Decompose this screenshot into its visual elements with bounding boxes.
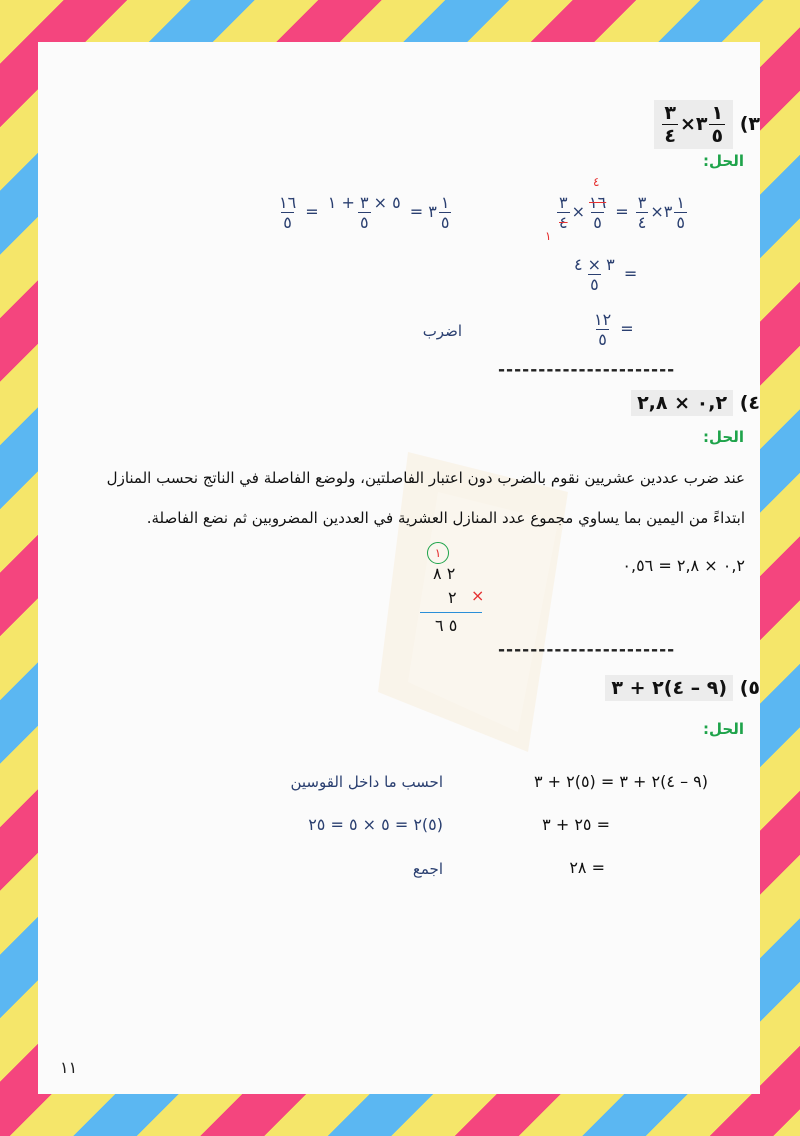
question-4-title — [631, 392, 760, 414]
note-multiply: اضرب — [422, 322, 462, 340]
separator-2: ---------------------- — [498, 640, 676, 660]
carry-digit: ١ — [427, 542, 449, 564]
times-sign: × — [471, 586, 485, 605]
solution-label: الحل: — [703, 152, 744, 170]
multiply-result: ٥ ٦ — [435, 616, 458, 635]
step-1: ٣ ٤ ١ × ١٦ ٥ ٤ = $\frac{٣}{٤}$ ×٣ $\frac{١}{٥}$ — [545, 175, 685, 243]
question-number: ٥) — [739, 677, 760, 699]
page-number: ١١ — [60, 1058, 78, 1077]
question-5-title — [605, 677, 760, 699]
q5-line-3: = ٢٨ — [569, 858, 605, 877]
q5-line-2: = ٢٥ + ٣ — [542, 815, 610, 834]
decimal-equation: ٠,٢ × ٢,٨ = ٠,٥٦ — [622, 556, 745, 575]
separator-1: ---------------------- — [498, 360, 676, 380]
question-expression: $\frac{٣}{٤}$ ×٣ $\frac{١}{٥}$ — [654, 100, 733, 149]
explanation-line-1: عند ضرب عددين عشريين نقوم بالضرب دون اعتبار الفاصلتين، ولوضع الفاصلة في الناتج نحسب المنازل — [106, 469, 745, 487]
question-expression: (٩ – ٤)٢ + ٣ — [605, 675, 733, 701]
explanation-line-2: ابتداءً من اليمين بما يساوي مجموع عدد المنازل العشرية في العددين المضروبين ثم نضع الفاصلة. — [146, 509, 745, 527]
mixed-to-improper: $\frac{١٦}{٥}$ = $\frac{٥ \times ٣ + ١}{٥}$ = ٣ $\frac{١}{٥}$ — [279, 193, 450, 232]
question-3-title — [654, 100, 760, 149]
q5-note-3: اجمع — [412, 860, 443, 878]
step-2: $\frac{٣ \times ٤}{٥}$ = — [574, 255, 638, 294]
question-expression: ٠,٢ × ٢,٨ — [631, 390, 733, 416]
cancel-mark: ١ — [545, 229, 552, 243]
question-number: ٤) — [739, 392, 760, 414]
sum-line — [420, 612, 482, 613]
multiply-row-2: ٢ — [448, 588, 457, 607]
step-3: $\frac{١٢}{٥}$ = — [594, 310, 634, 349]
q5-line-1: (٩ – ٤)٢ + ٣ = (٥)٢ + ٣ — [533, 772, 708, 791]
q5-note-2: (٥)٢ = ٥ × ٥ = ٢٥ — [308, 815, 443, 834]
solution-label: الحل: — [703, 720, 744, 738]
question-number: ٣) — [739, 113, 760, 135]
q5-note-1: احسب ما داخل القوسين — [290, 773, 443, 791]
multiply-row-1: ٢ ٨ — [433, 564, 456, 583]
cancel-mark-top: ٤ — [593, 175, 600, 189]
solution-label: الحل: — [703, 428, 744, 446]
